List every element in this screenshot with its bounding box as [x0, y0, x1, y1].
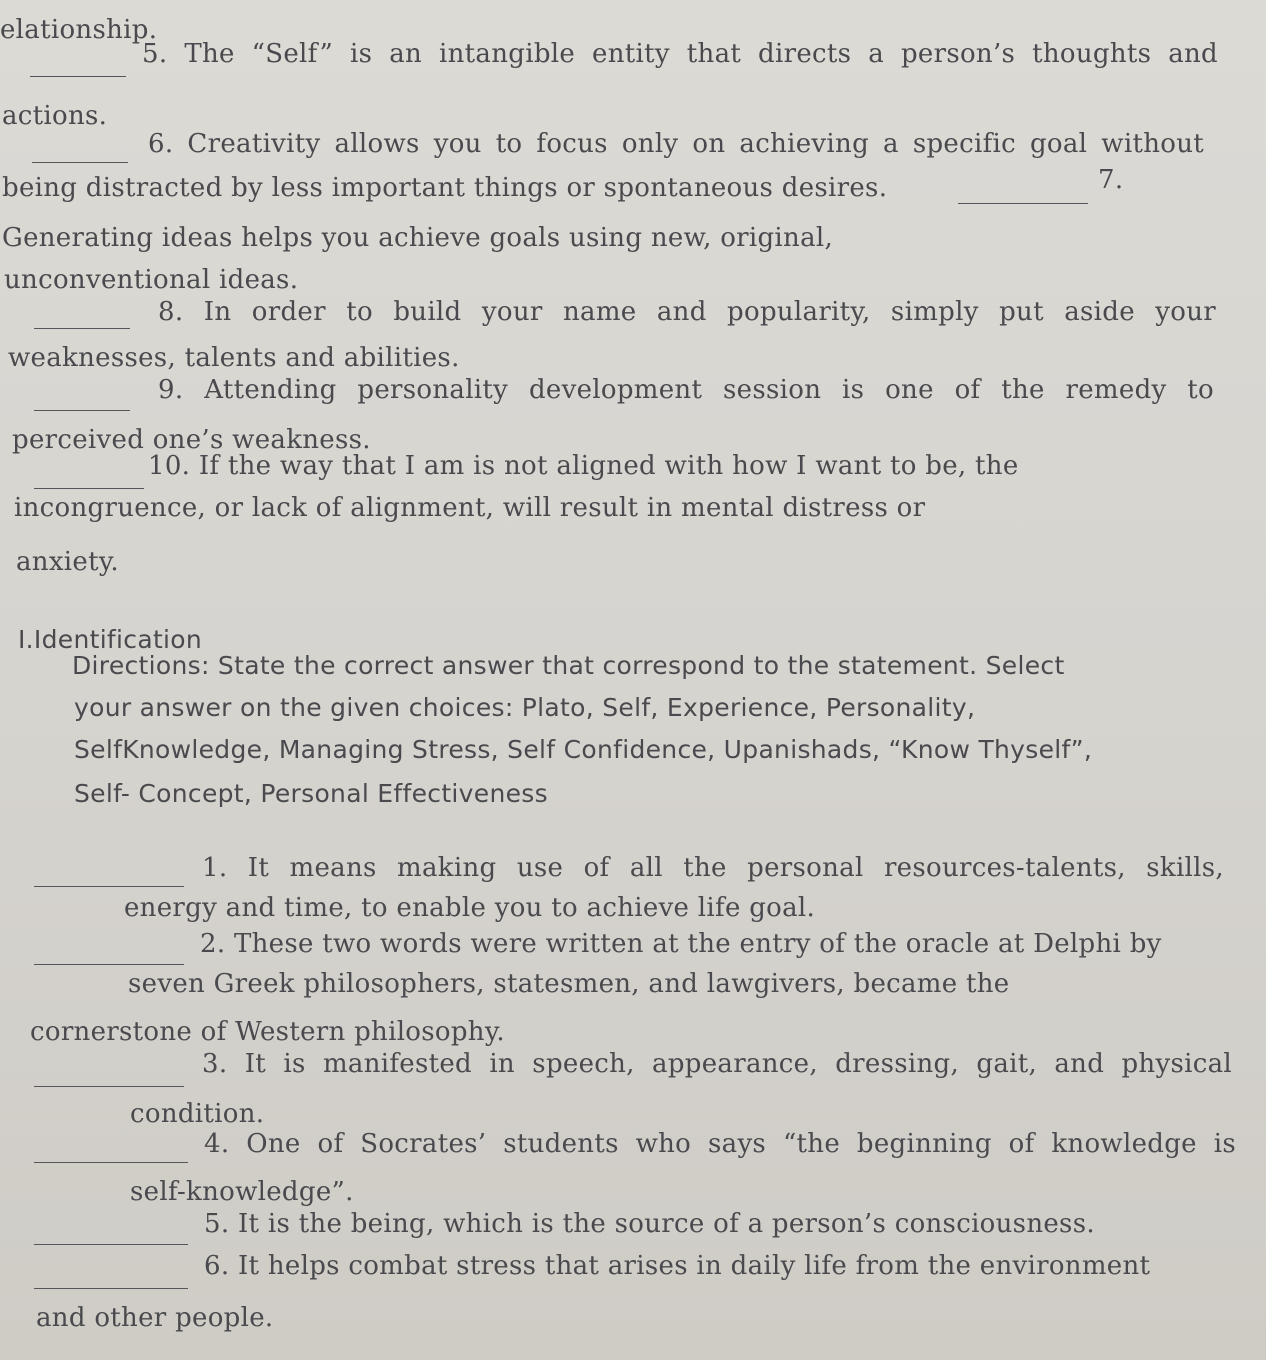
answer-blank[interactable]: [958, 203, 1088, 204]
text-line: cornerstone of Western philosophy.: [30, 1017, 505, 1047]
text-line: actions.: [2, 101, 108, 131]
answer-blank[interactable]: [34, 328, 130, 329]
text-line: 5. It is the being, which is the source of a person’s consciousness.: [204, 1209, 1095, 1239]
directions-line: Self- Concept, Personal Effectiveness: [74, 779, 548, 808]
text-line: 2. These two words were written at the entry of the oracle at Delphi by: [200, 929, 1162, 959]
text-line: anxiety.: [16, 547, 119, 577]
text-line: weaknesses, talents and abilities.: [8, 343, 460, 373]
answer-blank[interactable]: [34, 964, 184, 965]
text-line: condition.: [130, 1099, 265, 1129]
answer-blank[interactable]: [34, 1162, 188, 1163]
answer-blank[interactable]: [34, 1244, 188, 1245]
text-line: elationship.: [0, 15, 158, 45]
directions-line: SelfKnowledge, Managing Stress, Self Confidence, Upanishads, “Know Thyself”,: [74, 735, 1093, 764]
text-line: 7.: [1098, 165, 1124, 195]
answer-blank[interactable]: [34, 488, 144, 489]
text-line: 10. If the way that I am is not aligned with how I want to be, the: [148, 451, 1019, 481]
text-line: 4. One of Socrates’ students who says “the beginning of knowledge is: [204, 1129, 1236, 1159]
text-line: 6. It helps combat stress that arises in daily life from the environment: [204, 1251, 1151, 1281]
answer-blank[interactable]: [30, 76, 126, 77]
section-heading: I.Identification: [18, 625, 203, 654]
text-line: unconventional ideas.: [4, 265, 299, 295]
text-line: seven Greek philosophers, statesmen, and lawgivers, became the: [128, 969, 1010, 999]
text-line: 6. Creativity allows you to focus only on achieving a specific goal without: [148, 129, 1204, 159]
text-line: Generating ideas helps you achieve goals using new, original,: [2, 223, 834, 253]
answer-blank[interactable]: [34, 1086, 184, 1087]
text-line: incongruence, or lack of alignment, will result in mental distress or: [14, 493, 926, 523]
answer-blank[interactable]: [34, 1288, 188, 1289]
answer-blank[interactable]: [34, 886, 184, 887]
answer-blank[interactable]: [34, 410, 130, 411]
directions-line: your answer on the given choices: Plato, Self, Experience, Personality,: [74, 693, 976, 722]
text-line: self-knowledge”.: [130, 1177, 354, 1207]
text-line: 8. In order to build your name and popularity, simply put aside your: [158, 297, 1216, 327]
text-line: 3. It is manifested in speech, appearance, dressing, gait, and physical: [202, 1049, 1232, 1079]
text-line: energy and time, to enable you to achieve life goal.: [124, 893, 816, 923]
text-line: being distracted by less important things or spontaneous desires.: [2, 173, 888, 203]
directions-line: Directions: State the correct answer that correspond to the statement. Select: [72, 651, 1065, 680]
text-line: 5. The “Self” is an intangible entity that directs a person’s thoughts and: [142, 39, 1218, 69]
text-line: 9. Attending personality development session is one of the remedy to: [158, 375, 1214, 405]
text-line: 1. It means making use of all the personal resources-talents, skills,: [202, 853, 1224, 883]
answer-blank[interactable]: [32, 162, 128, 163]
text-line: perceived one’s weakness.: [12, 425, 371, 455]
text-line: and other people.: [36, 1303, 274, 1333]
